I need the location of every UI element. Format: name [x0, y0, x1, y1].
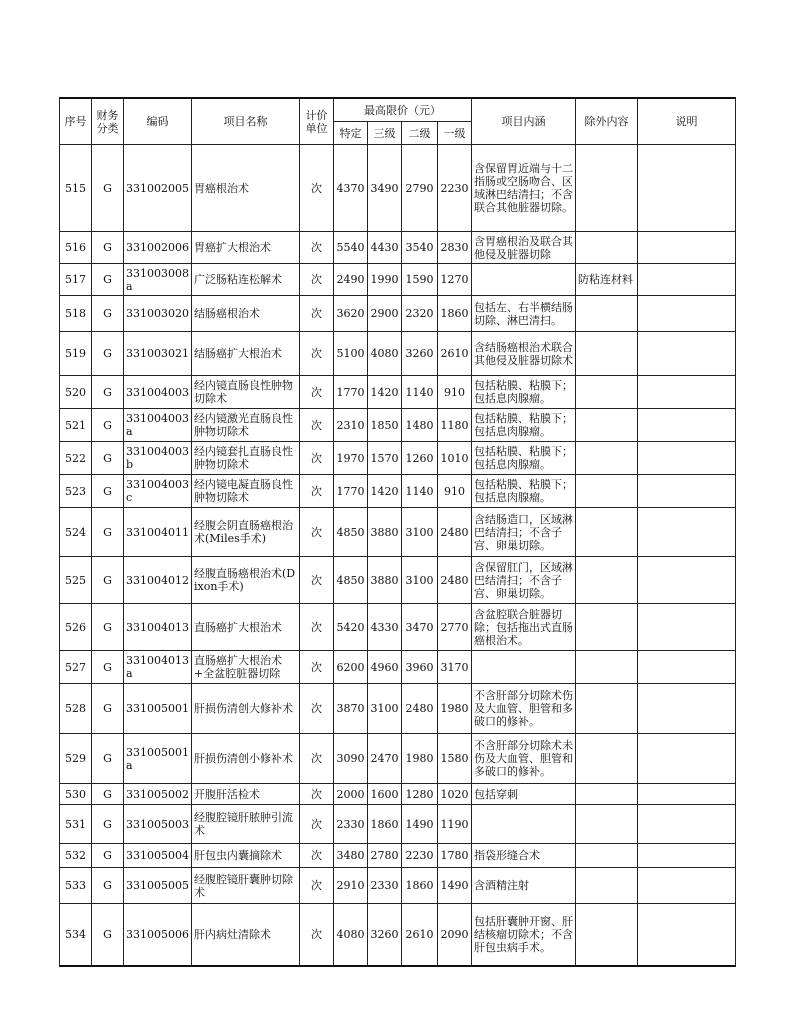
cell-price-level-3: 3100 [368, 684, 402, 734]
cell-price-level-1: 1980 [438, 684, 472, 734]
cell-code: 331004012 [124, 557, 192, 604]
cell-seq: 529 [60, 734, 92, 784]
cell-unit: 次 [300, 651, 334, 684]
cell-seq: 532 [60, 844, 92, 868]
cell-note [638, 145, 736, 232]
cell-note [638, 409, 736, 442]
cell-name: 广泛肠粘连松解术 [192, 264, 300, 296]
cell-price-level-3: 2780 [368, 844, 402, 868]
header-level-1: 一级 [438, 122, 472, 145]
cell-content: 含结肠癌根治术联合其他侵及脏器切除术 [472, 332, 576, 376]
cell-name: 经腹直肠癌根治术(Dixon手术) [192, 557, 300, 604]
cell-price-special: 5540 [334, 232, 368, 264]
cell-excluded [576, 651, 638, 684]
cell-name: 经腹腔镜肝囊肿切除术 [192, 868, 300, 904]
cell-price-level-1: 1180 [438, 409, 472, 442]
cell-price-level-1: 2230 [438, 145, 472, 232]
cell-excluded [576, 332, 638, 376]
cell-price-level-2: 2230 [402, 844, 438, 868]
cell-category: G [92, 868, 124, 904]
cell-content [472, 651, 576, 684]
header-content: 项目内涵 [472, 98, 576, 145]
cell-content: 含保留肛门，区域淋巴结清扫；不含子宫、卵巢切除。 [472, 557, 576, 604]
cell-code: 331005006 [124, 904, 192, 966]
cell-seq: 517 [60, 264, 92, 296]
cell-price-level-1: 1020 [438, 784, 472, 805]
cell-content: 包括穿刺 [472, 784, 576, 805]
cell-name: 胃癌扩大根治术 [192, 232, 300, 264]
cell-excluded [576, 684, 638, 734]
cell-name: 肝内病灶清除术 [192, 904, 300, 966]
cell-category: G [92, 844, 124, 868]
cell-note [638, 508, 736, 557]
cell-price-level-3: 3260 [368, 904, 402, 966]
cell-seq: 516 [60, 232, 92, 264]
cell-price-level-2: 2480 [402, 684, 438, 734]
cell-price-special: 1770 [334, 475, 368, 508]
cell-name: 经内镜电凝直肠良性肿物切除术 [192, 475, 300, 508]
cell-excluded: 防粘连材料 [576, 264, 638, 296]
cell-excluded [576, 868, 638, 904]
cell-price-special: 2310 [334, 409, 368, 442]
cell-price-level-3: 4430 [368, 232, 402, 264]
cell-price-level-2: 1490 [402, 805, 438, 844]
cell-price-level-2: 1980 [402, 734, 438, 784]
cell-note [638, 264, 736, 296]
cell-code: 331005005 [124, 868, 192, 904]
cell-price-level-1: 1780 [438, 844, 472, 868]
header-seq: 序号 [60, 98, 92, 145]
cell-seq: 515 [60, 145, 92, 232]
cell-note [638, 332, 736, 376]
cell-price-level-3: 2330 [368, 868, 402, 904]
table-row [60, 332, 736, 376]
header-max-price: 最高限价（元） [334, 98, 472, 122]
cell-code: 331003020 [124, 296, 192, 332]
cell-price-level-1: 910 [438, 475, 472, 508]
table-body [60, 145, 736, 966]
cell-price-level-2: 2790 [402, 145, 438, 232]
cell-code: 331005002 [124, 784, 192, 805]
cell-note [638, 651, 736, 684]
cell-price-level-1: 1490 [438, 868, 472, 904]
cell-price-level-3: 4080 [368, 332, 402, 376]
cell-unit: 次 [300, 232, 334, 264]
cell-price-special: 4850 [334, 557, 368, 604]
cell-price-level-3: 3880 [368, 508, 402, 557]
cell-unit: 次 [300, 409, 334, 442]
table-row [60, 376, 736, 409]
cell-price-level-3: 1860 [368, 805, 402, 844]
cell-name: 经腹腔镜肝脓肿引流术 [192, 805, 300, 844]
cell-unit: 次 [300, 868, 334, 904]
cell-seq: 528 [60, 684, 92, 734]
table-row [60, 904, 736, 966]
cell-price-level-1: 1580 [438, 734, 472, 784]
cell-category: G [92, 332, 124, 376]
cell-unit: 次 [300, 332, 334, 376]
cell-unit: 次 [300, 604, 334, 651]
cell-unit: 次 [300, 844, 334, 868]
cell-note [638, 734, 736, 784]
cell-unit: 次 [300, 805, 334, 844]
cell-content: 包括粘膜、粘膜下；包括息肉腺瘤。 [472, 442, 576, 475]
table-row [60, 604, 736, 651]
cell-note [638, 784, 736, 805]
cell-unit: 次 [300, 264, 334, 296]
cell-category: G [92, 264, 124, 296]
cell-name: 胃癌根治术 [192, 145, 300, 232]
cell-price-level-1: 2770 [438, 604, 472, 651]
header-excluded: 除外内容 [576, 98, 638, 145]
cell-code: 331005004 [124, 844, 192, 868]
cell-excluded [576, 145, 638, 232]
cell-seq: 530 [60, 784, 92, 805]
cell-price-level-3: 1600 [368, 784, 402, 805]
cell-content: 含保留胃近端与十二指肠或空肠吻合、区域淋巴结清扫；不含联合其他脏器切除。 [472, 145, 576, 232]
cell-category: G [92, 904, 124, 966]
table-row [60, 409, 736, 442]
cell-unit: 次 [300, 145, 334, 232]
cell-category: G [92, 604, 124, 651]
cell-price-special: 4850 [334, 508, 368, 557]
cell-price-level-1: 2830 [438, 232, 472, 264]
cell-content: 含结肠造口，区域淋巴结清扫；不含子宫、卵巢切除。 [472, 508, 576, 557]
cell-price-level-1: 2480 [438, 557, 472, 604]
cell-category: G [92, 475, 124, 508]
header-level-2: 二级 [402, 122, 438, 145]
cell-name: 结肠癌根治术 [192, 296, 300, 332]
cell-excluded [576, 475, 638, 508]
cell-price-special: 1970 [334, 442, 368, 475]
cell-code: 331004013a [124, 651, 192, 684]
table-row [60, 475, 736, 508]
cell-content: 包括粘膜、粘膜下；包括息肉腺瘤。 [472, 376, 576, 409]
cell-name: 结肠癌扩大根治术 [192, 332, 300, 376]
cell-seq: 519 [60, 332, 92, 376]
cell-price-special: 5100 [334, 332, 368, 376]
cell-unit: 次 [300, 684, 334, 734]
cell-price-level-2: 3100 [402, 508, 438, 557]
cell-unit: 次 [300, 734, 334, 784]
cell-price-special: 3870 [334, 684, 368, 734]
cell-code: 331004003a [124, 409, 192, 442]
header-level-special: 特定 [334, 122, 368, 145]
cell-seq: 527 [60, 651, 92, 684]
cell-excluded [576, 557, 638, 604]
cell-excluded [576, 805, 638, 844]
cell-category: G [92, 784, 124, 805]
cell-name: 肝包虫内囊摘除术 [192, 844, 300, 868]
cell-price-level-3: 1420 [368, 475, 402, 508]
cell-content: 含盆腔联合脏器切除；包括拖出式直肠癌根治术。 [472, 604, 576, 651]
cell-seq: 518 [60, 296, 92, 332]
cell-name: 经内镜激光直肠良性肿物切除术 [192, 409, 300, 442]
cell-category: G [92, 684, 124, 734]
cell-price-level-1: 2610 [438, 332, 472, 376]
table-row [60, 442, 736, 475]
cell-price-level-1: 1010 [438, 442, 472, 475]
cell-price-level-2: 2320 [402, 296, 438, 332]
cell-excluded [576, 296, 638, 332]
cell-category: G [92, 508, 124, 557]
cell-price-special: 2000 [334, 784, 368, 805]
cell-unit: 次 [300, 475, 334, 508]
cell-category: G [92, 651, 124, 684]
cell-content: 不含肝部分切除术伤及大血管、胆管和多破口的修补。 [472, 684, 576, 734]
cell-content [472, 264, 576, 296]
cell-price-level-2: 3960 [402, 651, 438, 684]
cell-price-level-1: 2480 [438, 508, 472, 557]
cell-excluded [576, 604, 638, 651]
cell-seq: 522 [60, 442, 92, 475]
cell-seq: 520 [60, 376, 92, 409]
cell-seq: 531 [60, 805, 92, 844]
cell-content [472, 805, 576, 844]
cell-content: 不含肝部分切除术未伤及大血管、胆管和多破口的修补。 [472, 734, 576, 784]
table-row [60, 805, 736, 844]
cell-price-level-3: 2900 [368, 296, 402, 332]
cell-content: 包括肝囊肿开窗、肝结核瘤切除术；不含肝包虫病手术。 [472, 904, 576, 966]
header-category: 财务分类 [92, 98, 124, 145]
cell-price-level-1: 910 [438, 376, 472, 409]
header-note: 说明 [638, 98, 736, 145]
cell-price-special: 3620 [334, 296, 368, 332]
cell-name: 经腹会阴直肠癌根治术(Miles手术) [192, 508, 300, 557]
table-row [60, 508, 736, 557]
cell-code: 331003008a [124, 264, 192, 296]
cell-excluded [576, 232, 638, 264]
table-row [60, 264, 736, 296]
cell-excluded [576, 442, 638, 475]
cell-code: 331005001a [124, 734, 192, 784]
cell-price-level-1: 2090 [438, 904, 472, 966]
cell-name: 直肠癌扩大根治术+全盆腔脏器切除 [192, 651, 300, 684]
cell-price-level-3: 4960 [368, 651, 402, 684]
cell-excluded [576, 508, 638, 557]
table-row [60, 784, 736, 805]
cell-name: 经内镜套扎直肠良性肿物切除术 [192, 442, 300, 475]
cell-code: 331002005 [124, 145, 192, 232]
cell-excluded [576, 844, 638, 868]
cell-note [638, 442, 736, 475]
cell-price-level-2: 1140 [402, 376, 438, 409]
cell-note [638, 232, 736, 264]
cell-note [638, 844, 736, 868]
cell-note [638, 557, 736, 604]
cell-price-special: 3090 [334, 734, 368, 784]
cell-note [638, 296, 736, 332]
cell-price-level-3: 1420 [368, 376, 402, 409]
cell-unit: 次 [300, 442, 334, 475]
cell-category: G [92, 805, 124, 844]
cell-note [638, 684, 736, 734]
cell-code: 331004003c [124, 475, 192, 508]
cell-price-level-2: 2610 [402, 904, 438, 966]
table-row [60, 232, 736, 264]
cell-note [638, 904, 736, 966]
cell-price-special: 4080 [334, 904, 368, 966]
cell-excluded [576, 376, 638, 409]
cell-note [638, 805, 736, 844]
cell-content: 包括左、右半横结肠切除、淋巴清扫。 [472, 296, 576, 332]
cell-price-special: 2330 [334, 805, 368, 844]
cell-excluded [576, 409, 638, 442]
cell-unit: 次 [300, 557, 334, 604]
cell-seq: 526 [60, 604, 92, 651]
table-row [60, 651, 736, 684]
cell-seq: 521 [60, 409, 92, 442]
cell-seq: 534 [60, 904, 92, 966]
cell-seq: 524 [60, 508, 92, 557]
cell-price-level-1: 1860 [438, 296, 472, 332]
table-row [60, 296, 736, 332]
cell-price-special: 6200 [334, 651, 368, 684]
table-row [60, 557, 736, 604]
cell-price-level-3: 2470 [368, 734, 402, 784]
cell-category: G [92, 734, 124, 784]
cell-unit: 次 [300, 508, 334, 557]
cell-code: 331004013 [124, 604, 192, 651]
table-row [60, 844, 736, 868]
cell-price-level-3: 3490 [368, 145, 402, 232]
cell-code: 331004011 [124, 508, 192, 557]
price-table [59, 97, 736, 967]
cell-category: G [92, 409, 124, 442]
table-row [60, 868, 736, 904]
cell-price-level-2: 1280 [402, 784, 438, 805]
header-unit: 计价单位 [300, 98, 334, 145]
cell-price-level-2: 3540 [402, 232, 438, 264]
cell-price-level-2: 3260 [402, 332, 438, 376]
cell-category: G [92, 296, 124, 332]
table-row [60, 145, 736, 232]
cell-name: 直肠癌扩大根治术 [192, 604, 300, 651]
cell-price-level-1: 1190 [438, 805, 472, 844]
cell-price-special: 4370 [334, 145, 368, 232]
cell-price-level-3: 1990 [368, 264, 402, 296]
cell-price-special: 2490 [334, 264, 368, 296]
table-row [60, 684, 736, 734]
cell-price-level-3: 3880 [368, 557, 402, 604]
cell-price-special: 3480 [334, 844, 368, 868]
cell-content: 含酒精注射 [472, 868, 576, 904]
cell-category: G [92, 145, 124, 232]
cell-price-level-3: 1570 [368, 442, 402, 475]
cell-code: 331003021 [124, 332, 192, 376]
cell-category: G [92, 376, 124, 409]
cell-seq: 523 [60, 475, 92, 508]
cell-price-level-3: 4330 [368, 604, 402, 651]
cell-price-level-3: 1850 [368, 409, 402, 442]
cell-price-special: 2910 [334, 868, 368, 904]
cell-excluded [576, 784, 638, 805]
cell-note [638, 475, 736, 508]
cell-price-level-2: 1860 [402, 868, 438, 904]
cell-excluded [576, 734, 638, 784]
cell-category: G [92, 442, 124, 475]
cell-code: 331004003 [124, 376, 192, 409]
cell-category: G [92, 232, 124, 264]
cell-excluded [576, 904, 638, 966]
header-level-3: 三级 [368, 122, 402, 145]
cell-unit: 次 [300, 784, 334, 805]
cell-code: 331004003b [124, 442, 192, 475]
cell-name: 经内镜直肠良性肿物切除术 [192, 376, 300, 409]
cell-price-level-2: 1480 [402, 409, 438, 442]
cell-content: 包括粘膜、粘膜下；包括息肉腺瘤。 [472, 409, 576, 442]
cell-code: 331002006 [124, 232, 192, 264]
table-row [60, 734, 736, 784]
cell-category: G [92, 557, 124, 604]
cell-price-level-2: 1260 [402, 442, 438, 475]
cell-code: 331005001 [124, 684, 192, 734]
cell-price-special: 5420 [334, 604, 368, 651]
cell-price-level-2: 1140 [402, 475, 438, 508]
cell-price-special: 1770 [334, 376, 368, 409]
cell-note [638, 604, 736, 651]
cell-price-level-2: 1590 [402, 264, 438, 296]
header-code: 编码 [124, 98, 192, 145]
cell-note [638, 868, 736, 904]
cell-price-level-1: 3170 [438, 651, 472, 684]
cell-name: 肝损伤清创大修补术 [192, 684, 300, 734]
cell-name: 开腹肝活检术 [192, 784, 300, 805]
cell-price-level-2: 3100 [402, 557, 438, 604]
cell-note [638, 376, 736, 409]
header-name: 项目名称 [192, 98, 300, 145]
cell-unit: 次 [300, 296, 334, 332]
cell-price-level-1: 1270 [438, 264, 472, 296]
cell-unit: 次 [300, 904, 334, 966]
cell-content: 含胃癌根治及联合其他侵及脏器切除 [472, 232, 576, 264]
cell-seq: 533 [60, 868, 92, 904]
cell-code: 331005003 [124, 805, 192, 844]
cell-unit: 次 [300, 376, 334, 409]
cell-name: 肝损伤清创小修补术 [192, 734, 300, 784]
cell-seq: 525 [60, 557, 92, 604]
cell-content: 指袋形缝合术 [472, 844, 576, 868]
cell-price-level-2: 3470 [402, 604, 438, 651]
cell-content: 包括粘膜、粘膜下；包括息肉腺瘤。 [472, 475, 576, 508]
